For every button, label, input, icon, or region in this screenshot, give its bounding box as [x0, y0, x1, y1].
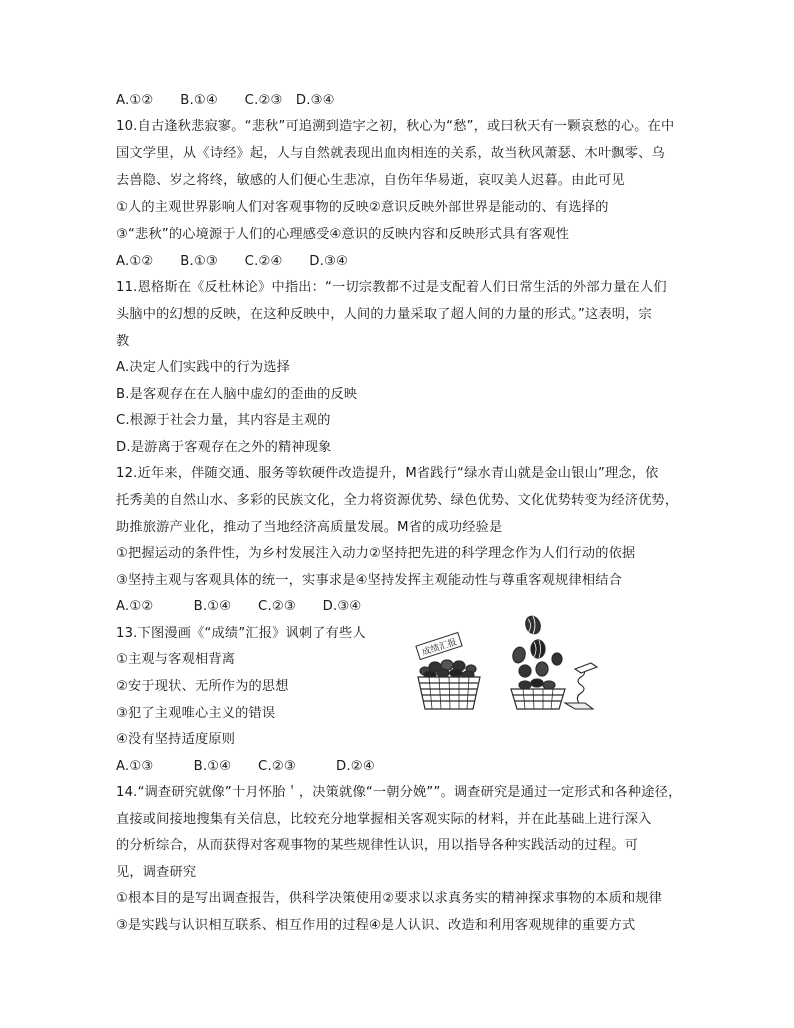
- text-line: D.是游离于客观存在之外的精神现象: [116, 440, 332, 455]
- sign-text: 成绩汇报: [420, 637, 459, 659]
- text-line: 的分析综合，从而获得对客观事物的某些规律性认识，用以指导各种实践活动的过程。可: [116, 838, 639, 853]
- text-line: 11.恩格斯在《反杜林论》中指出：“一切宗教都不过是支配着人们日常生活的外部力量在人们: [116, 280, 667, 295]
- falling-fruits: [511, 614, 562, 677]
- text-line: 13.下图漫画《“成绩”汇报》讽刺了有些人: [116, 626, 366, 641]
- text-line: ③“悲秋”的心境源于人们的心理感受④意识的反映内容和反映形式具有客观性: [116, 227, 570, 242]
- text-line: A.①② B.①④ C.②③ D.③④: [116, 599, 362, 614]
- text-line: ③坚持主观与客观具体的统一，实事求是④坚持发挥主观能动性与尊重客观规律相结合: [116, 573, 622, 588]
- text-line: ①人的主观世界影响人们对客观事物的反映②意识反映外部世界是能动的、有选择的: [116, 200, 609, 215]
- report-sign: [416, 633, 462, 660]
- text-line: ④没有坚持适度原则: [116, 732, 236, 747]
- text-line: ①把握运动的条件性，为乡村发展注入动力②坚持把先进的科学理念作为人们行动的依据: [116, 546, 636, 561]
- text-line: 头脑中的幻想的反映，在这种反映中，人间的力量采取了超人间的力量的形式。”这表明，宗: [116, 307, 652, 322]
- text-line: 12.近年来，伴随交通、服务等软硬件改造提升，M省践行“绿水青山就是金山银山”理念，依: [116, 466, 659, 481]
- text-line: 助推旅游产业化，推动了当地经济高质量发展。M省的成功经验是: [116, 520, 503, 535]
- text-line: ②安于现状、无所作为的思想: [116, 679, 289, 694]
- text-line: 10.自古逢秋悲寂寥。“悲秋”可追溯到造字之初，秋心为“愁”，或曰秋天有一颗哀愁的心。在中: [116, 119, 675, 134]
- full-basket: [418, 660, 480, 709]
- empty-basket: [511, 679, 565, 709]
- text-line: 教: [116, 334, 130, 349]
- text-line: ③是实践与认识相互联系、相互作用的过程④是人认识、改造和利用客观规律的重要方式: [116, 918, 636, 933]
- text-line: 国文学里，从《诗经》起，人与自然就表现出血肉相连的关系，故当秋风萧瑟、木叶飘零、乌: [116, 146, 665, 161]
- text-line: ①根本目的是写出调查报告，供科学决策使用②要求以求真务实的精神探求事物的本质和规律: [116, 891, 663, 906]
- text-line: A.①② B.①④ C.②③ D.③④: [116, 93, 335, 108]
- text-line: A.①③ B.①④ C.②③ D.②④: [116, 759, 375, 774]
- text-line: ①主观与客观相背离: [116, 652, 236, 667]
- text-line: 14.“调查研究就像”十月怀胎＇，决策就像“一朝分娩””。调查研究是通过一定形式和各种途径，: [116, 785, 682, 800]
- text-line: 托秀美的自然山水、多彩的民族文化，全力将资源优势、绿色优势、文化优势转变为经济优势，: [116, 493, 679, 508]
- text-line: C.根源于社会力量，其内容是主观的: [116, 413, 331, 428]
- text-line: A.①② B.①③ C.②④ D.③④: [116, 254, 349, 269]
- text-line: A.决定人们实践中的行为选择: [116, 360, 291, 375]
- spring-launcher: [565, 663, 597, 709]
- text-line: ③犯了主观唯心主义的错误: [116, 706, 276, 721]
- text-line: 去兽隐、岁之将终，敏感的人们便心生悲凉，自伤年华易逝，哀叹美人迟暮。由此可见: [116, 173, 625, 188]
- cartoon-illustration: [415, 603, 615, 715]
- text-line: 直接或间接地搜集有关信息，比较充分地掌握相关客观实际的材料，并在此基础上进行深入: [116, 812, 652, 827]
- text-line: 见，调查研究: [116, 865, 197, 880]
- text-line: B.是客观存在在人脑中虚幻的歪曲的反映: [116, 387, 358, 402]
